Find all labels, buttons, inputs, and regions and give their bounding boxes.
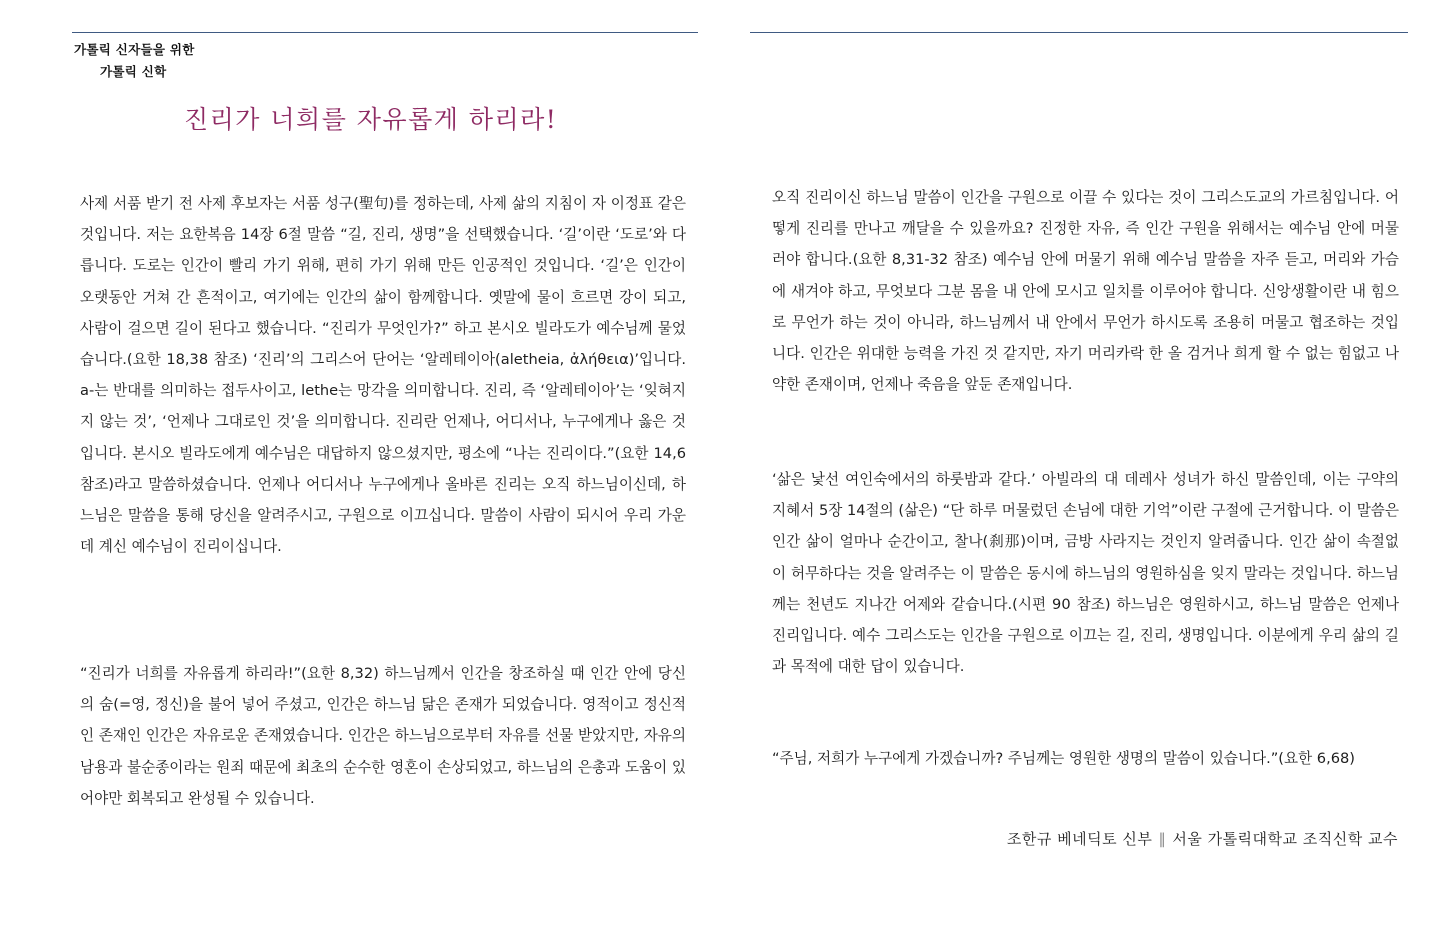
author-name: 조한규 베네딕토 신부	[1006, 830, 1153, 848]
article-title: 진리가 너희를 자유롭게 하리라!	[184, 105, 558, 134]
right-paragraph-2: ‘삶은 낯선 여인숙에서의 하룻밤과 같다.’ 아빌라의 대 데레사 성녀가 하신 말씀인데, 이는 구약의 지혜서 5장 14절의 (삶은) “단 하루 머물렀던 손님에 대한 기억”이란 구절에 근거합니다. 이 말씀은 인간 삶이 얼마나 순간이고, 찰나(刹那)이며, 금방 사라지는 것인지 알려줍니다. 인간 삶이 속절없이 허무하다는 것을 알려주는 이 말씀은 동시에 하느님의 영원하심을 잊지 말라는 것입니다. 하느님께는 천년도 지나간 어제와 같습니다.(시편 90 참조) 하느님은 영원하시고, 하느님 말씀은 언제나 진리입니다. 예수 그리스도는 인간을 구원으로 이끄는 길, 진리, 생명입니다. 이분에게 우리 삶의 길과 목적에 대한 답이 있습니다.	[772, 471, 1399, 676]
header-line-1: 가톨릭 신자들을 위한	[74, 42, 195, 57]
author-separator: ∥	[1158, 830, 1167, 848]
top-rule	[72, 32, 698, 33]
left-paragraph-2: “진리가 너희를 자유롭게 하리라!”(요한 8,32) 하느님께서 인간을 창조하실 때 인간 안에 당신의 숨(=영, 정신)을 불어 넣어 주셨고, 인간은 하느님 닮은 존재가 되었습니다. 영적이고 정신적인 존재인 인간은 자유로운 존재였습니다. 인간은 하느님으로부터 자유를 선물 받았지만, 자유의 남용과 불순종이라는 원죄 때문에 최초의 순수한 영혼이 손상되었고, 하느님의 은총과 도움이 있어야만 회복되고 완성될 수 있습니다.	[80, 665, 686, 807]
author-signature	[1007, 828, 1398, 849]
top-rule	[750, 32, 1408, 33]
header-line-2: 가톨릭 신학	[100, 64, 167, 79]
right-page	[720, 0, 1440, 930]
author-affiliation: 서울 가톨릭대학교 조직신학 교수	[1172, 830, 1398, 848]
left-paragraph-1: 사제 서품 받기 전 사제 후보자는 서품 성구(聖句)를 정하는데, 사제 삶의 지침이 자 이정표 같은 것입니다. 저는 요한복음 14장 6절 말씀 “길, 진리, 생명”을 선택했습니다. ‘길’이란 ‘도로’와 다릅니다. 도로는 인간이 빨리 가기 위해, 편히 가기 위해 만든 인공적인 것입니다. ‘길’은 인간이 오랫동안 거쳐 간 흔적이고, 여기에는 인간의 삶이 함께합니다. 옛말에 물이 흐르면 강이 되고, 사람이 걸으면 길이 된다고 했습니다. “진리가 무엇인가?” 하고 본시오 빌라도가 예수님께 물었습니다.(요한 18,38 참조) ‘진리’의 그리스어 단어는 ‘알레테이아(aletheia, ἀλήθεια)’입니다. a-는 반대를 의미하는 접두사이고, lethe는 망각을 의미합니다. 진리, 즉 ‘알레테이아’는 ‘잊혀지지 않는 것’, ‘언제나 그대로인 것’을 의미합니다. 진리란 언제나, 어디서나, 누구에게나 옳은 것입니다. 본시오 빌라도에게 예수님은 대답하지 않으셨지만, 평소에 “나는 진리이다.”(요한 14,6 참조)라고 말씀하셨습니다. 언제나 어디서나 누구에게나 올바른 진리는 오직 하느님이신데, 하느님은 말씀을 통해 당신을 알려주시고, 구원으로 이끄십니다. 말씀이 사람이 되시어 우리 가운데 계신 예수님이 진리이십니다.	[80, 195, 686, 556]
right-paragraph-1: 오직 진리이신 하느님 말씀이 인간을 구원으로 이끌 수 있다는 것이 그리스도교의 가르침입니다. 어떻게 진리를 만나고 깨달을 수 있을까요? 진정한 자유, 즉 인간 구원을 위해서는 예수님 안에 머물러야 합니다.(요한 8,31-32 참조) 예수님 안에 머물기 위해 예수님 말씀을 자주 듣고, 머리와 가슴에 새겨야 하고, 무엇보다 그분 몸을 내 안에 모시고 일치를 이루어야 합니다. 신앙생활이란 내 힘으로 무언가 하는 것이 아니라, 하느님께서 내 안에서 무언가 하시도록 조용히 머물고 협조하는 것입니다. 인간은 위대한 능력을 가진 것 같지만, 자기 머리카락 한 올 검거나 희게 할 수 없는 힘없고 나약한 존재이며, 언제나 죽음을 앞둔 존재입니다.	[772, 189, 1399, 394]
closing-quote: “주님, 저희가 누구에게 가겠습니까? 주님께는 영원한 생명의 말씀이 있습니다.”(요한 6,68)	[772, 750, 1355, 767]
